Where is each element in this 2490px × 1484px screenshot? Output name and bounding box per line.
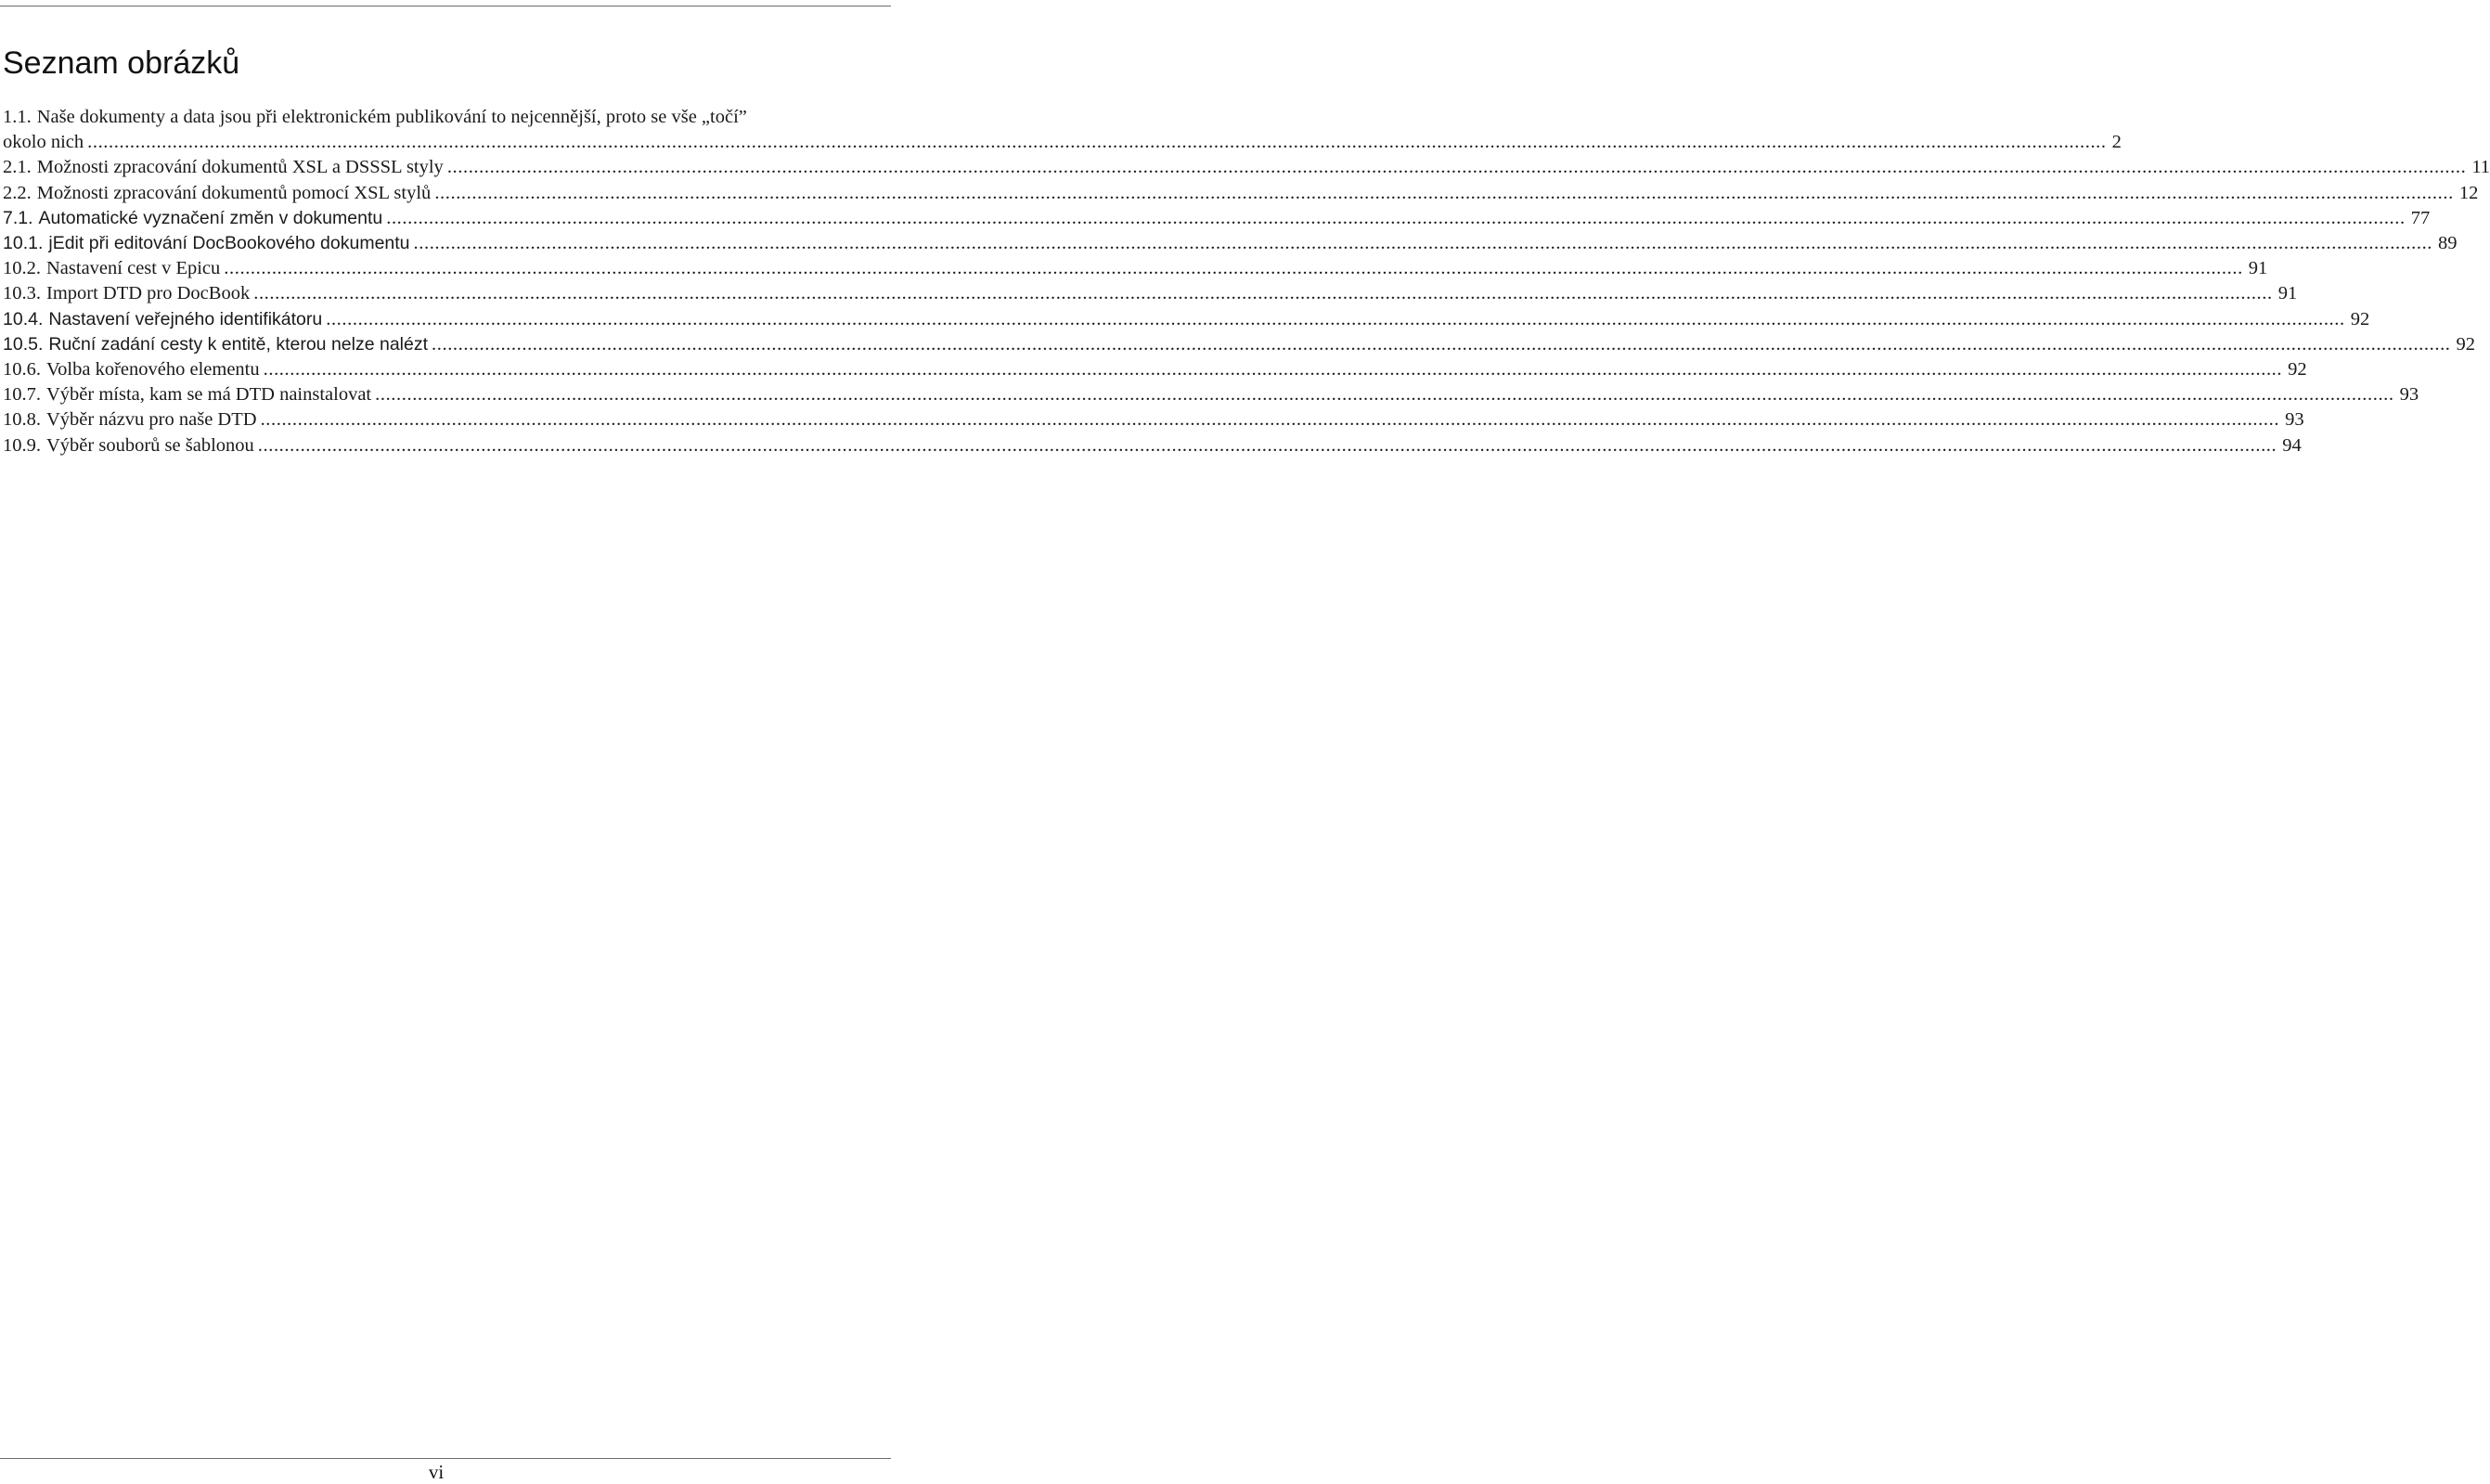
toc-entry-number: 10.3. (3, 283, 41, 304)
footer-rule (0, 1458, 891, 1459)
toc-entry-label (3, 307, 322, 332)
toc-leader-dots (264, 357, 2283, 382)
toc-entry-number: 2.1. (3, 157, 32, 178)
toc-entry-title: okolo nich (3, 132, 84, 153)
toc-entry-title-line1: Naše dokumenty a data jsou při elektronickém publikování to nejcennější, proto se vše „točí” (36, 107, 747, 127)
toc-entry-number: 10.6. (3, 359, 41, 381)
toc-entry-10-3[interactable] (3, 281, 2298, 306)
toc-entry-10-9[interactable] (3, 433, 2302, 458)
toc-entry-line (3, 281, 2298, 306)
toc-entry-title: Možnosti zpracování dokumentů XSL a DSSSL styly (36, 157, 444, 178)
toc-entry-page: 77 (2410, 207, 2431, 228)
toc-entry-2-2[interactable] (3, 181, 2479, 206)
toc-entry-title: jEdit při editování DocBookového dokumentu (48, 233, 410, 254)
toc-leader-dots (375, 382, 2394, 407)
toc-entry-page: 2 (2111, 132, 2122, 153)
toc-entry-10-4[interactable] (3, 307, 2370, 332)
toc-entry-page: 92 (2350, 308, 2370, 329)
toc-entry-number: 10.4. (3, 308, 44, 329)
toc-entry-page: 89 (2438, 233, 2458, 254)
toc-entry-title: Nastavení cest v Epicu (46, 258, 221, 279)
list-of-figures (3, 105, 2490, 458)
toc-entry-page: 94 (2282, 434, 2302, 456)
page-number: vi (428, 1461, 445, 1483)
toc-entry-line (3, 382, 2419, 407)
toc-leader-dots (414, 231, 2433, 256)
toc-entry-label (3, 407, 257, 432)
toc-entry-second-line (3, 130, 2122, 155)
toc-entry-label (3, 155, 444, 180)
toc-entry-line (3, 206, 2431, 231)
toc-entry-page: 93 (2399, 384, 2419, 406)
toc-entry-page: 11 (2471, 157, 2490, 178)
toc-entry-line (3, 307, 2370, 332)
toc-entry-label (3, 281, 250, 306)
toc-entry-line (3, 332, 2476, 357)
toc-leader-dots (224, 256, 2243, 281)
toc-entry-line (3, 433, 2302, 458)
toc-leader-dots (447, 155, 2467, 180)
toc-entry-title: Možnosti zpracování dokumentů pomocí XSL stylů (36, 182, 432, 203)
toc-entry-page: 92 (2456, 333, 2476, 355)
toc-entry-label (3, 256, 220, 281)
toc-entry-10-2[interactable] (3, 256, 2268, 281)
toc-entry-10-6[interactable] (3, 357, 2307, 382)
toc-entry-page: 92 (2288, 359, 2307, 381)
toc-entry-line (3, 256, 2268, 281)
toc-entry-label (3, 332, 428, 357)
toc-entry-page: 93 (2285, 409, 2304, 431)
toc-entry-title: Import DTD pro DocBook (46, 283, 251, 304)
toc-entry-number: 10.5. (3, 333, 44, 355)
toc-entry-page: 12 (2458, 182, 2479, 203)
toc-leader-dots (386, 206, 2406, 231)
toc-entry-line (3, 407, 2304, 432)
toc-entry-label (3, 206, 382, 231)
toc-entry-page: 91 (2277, 283, 2298, 304)
toc-entry-number: 7.1. (3, 207, 33, 228)
toc-entry-number: 2.2. (3, 182, 32, 203)
toc-leader-dots (261, 407, 2280, 432)
toc-entry-line (3, 231, 2458, 256)
toc-entry-number: 10.7. (3, 384, 41, 406)
toc-entry-title: Výběr místa, kam se má DTD nainstalovat (46, 384, 372, 406)
toc-leader-dots (326, 307, 2345, 332)
toc-entry-title: Volba kořenového elementu (46, 359, 260, 381)
toc-entry-label (3, 181, 431, 206)
toc-entry-10-5[interactable] (3, 332, 2476, 357)
toc-entry-1-1[interactable] (3, 105, 2122, 155)
toc-leader-dots (432, 332, 2451, 357)
page-title: Seznam obrázků (3, 45, 240, 81)
toc-entry-label (3, 433, 254, 458)
toc-entry-title: Výběr názvu pro naše DTD (46, 409, 257, 431)
toc-entry-number: 10.8. (3, 409, 41, 431)
toc-entry-10-8[interactable] (3, 407, 2304, 432)
toc-leader-dots (253, 281, 2273, 306)
toc-entry-number: 10.2. (3, 258, 41, 279)
toc-entry-2-1[interactable] (3, 155, 2490, 180)
toc-entry-first-line (3, 105, 871, 130)
toc-entry-page: 91 (2248, 258, 2268, 279)
toc-entry-10-1[interactable] (3, 231, 2458, 256)
toc-entry-label (3, 231, 410, 256)
toc-entry-line (3, 357, 2307, 382)
toc-entry-number: 1.1. (3, 107, 32, 127)
toc-entry-number: 10.9. (3, 434, 41, 456)
toc-entry-number: 10.1. (3, 233, 44, 254)
toc-entry-line (3, 181, 2479, 206)
toc-leader-dots (87, 130, 2107, 155)
toc-leader-dots (434, 181, 2454, 206)
toc-entry-line (3, 155, 2490, 180)
toc-leader-dots (258, 433, 2277, 458)
toc-entry-title: Výběr souborů se šablonou (46, 434, 254, 456)
toc-entry-7-1[interactable] (3, 206, 2431, 231)
toc-entry-title: Nastavení veřejného identifikátoru (48, 308, 323, 329)
toc-entry-10-7[interactable] (3, 382, 2419, 407)
toc-entry-title: Ruční zadání cesty k entitě, kterou nelze nalézt (48, 333, 429, 355)
toc-entry-label (3, 382, 371, 407)
toc-entry-label (3, 357, 260, 382)
toc-entry-title: Automatické vyznačení změn v dokumentu (38, 207, 383, 228)
